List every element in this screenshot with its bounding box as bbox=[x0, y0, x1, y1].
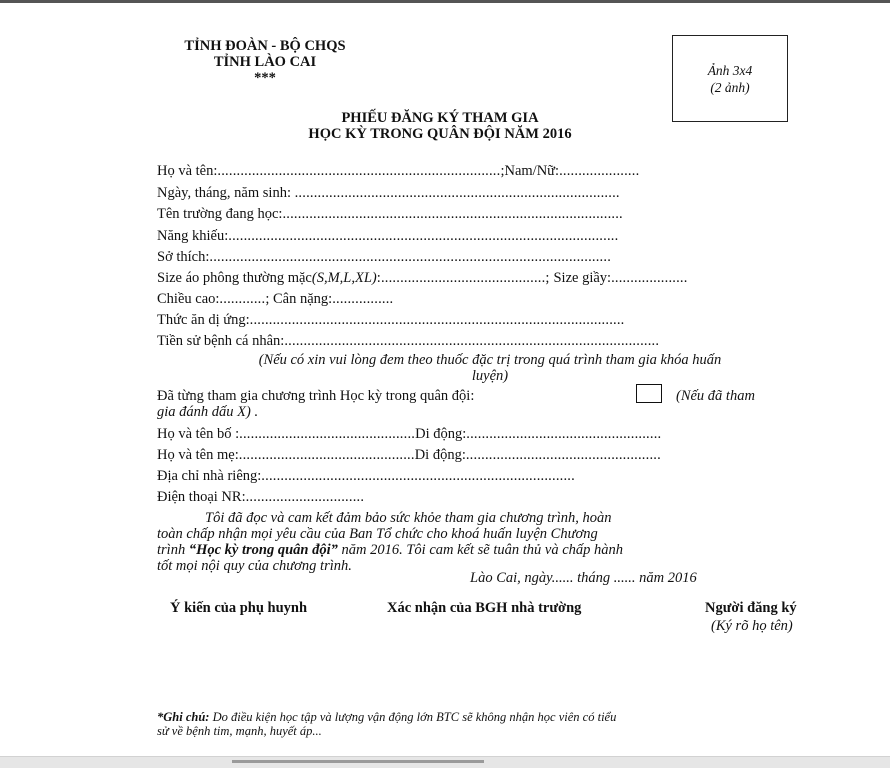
footnote-label: *Ghi chú: bbox=[157, 710, 210, 724]
school-confirmation-label: Xác nhận của BGH nhà trường bbox=[387, 600, 582, 616]
father-name-label: Họ và tên bố : bbox=[157, 426, 240, 442]
previous-participation-label: Đã từng tham gia chương trình Học kỳ trong quân đội: bbox=[157, 388, 475, 404]
height-label: Chiều cao: bbox=[157, 291, 220, 307]
talent-blank: ...................................................................................................... bbox=[228, 228, 619, 244]
footnote bbox=[157, 710, 807, 738]
field-mother[interactable] bbox=[157, 447, 661, 464]
commitment-line1: Tôi đã đọc và cam kết đảm bảo sức khỏe tham gia chương trình, hoàn bbox=[205, 510, 612, 526]
shoe-size-label: Size giầy: bbox=[553, 270, 612, 286]
field-full-name[interactable] bbox=[157, 163, 639, 180]
medical-note-line2: luyện) bbox=[471, 368, 509, 384]
field-talent[interactable] bbox=[157, 228, 618, 245]
commitment-line4: tốt mọi nội quy của chương trình. bbox=[157, 558, 352, 574]
weight-blank: ................ bbox=[332, 291, 394, 307]
mother-mobile-label: Di động: bbox=[414, 447, 466, 463]
full-name-label: Họ và tên: bbox=[157, 163, 218, 179]
dob-label: Ngày, tháng, năm sinh: bbox=[157, 185, 295, 201]
org-line2: TỈNH LÀO CAI bbox=[213, 54, 317, 70]
field-height-weight[interactable] bbox=[157, 291, 393, 308]
form-title bbox=[250, 110, 630, 142]
dob-blank: ..................................................................................... bbox=[294, 185, 620, 201]
field-medical-history[interactable] bbox=[157, 333, 659, 350]
medical-label: Tiền sử bệnh cá nhân: bbox=[157, 333, 285, 349]
field-food-allergy[interactable] bbox=[157, 312, 625, 329]
photo-size-label: Ảnh 3x4 bbox=[707, 62, 753, 78]
weight-label: ; Cân nặng: bbox=[265, 291, 333, 307]
footnote-line1: Do điều kiện học tập và lượng vận động lớn BTC sẽ không nhận học viên có tiểu bbox=[209, 710, 617, 724]
commitment-line3-start: trình bbox=[157, 542, 189, 558]
footnote-line2: sử về bệnh tim, mạnh, huyết áp... bbox=[157, 724, 322, 738]
field-date-of-birth[interactable] bbox=[157, 185, 620, 202]
commitment-line3 bbox=[157, 542, 807, 558]
previous-participation-hint2: gia đánh dấu X) . bbox=[157, 404, 259, 420]
place-date-line: Lào Cai, ngày...... tháng ...... năm 2016 bbox=[470, 570, 697, 586]
title-line2: HỌC KỲ TRONG QUÂN ĐỘI NĂM 2016 bbox=[308, 126, 572, 142]
previous-participation-line2 bbox=[157, 404, 258, 421]
shirt-size-blank: :...........................................; bbox=[376, 270, 554, 286]
allergy-blank: .................................................................................................. bbox=[249, 312, 625, 328]
top-border bbox=[0, 0, 890, 3]
mother-name-label: Họ và tên mẹ: bbox=[157, 447, 239, 463]
gender-blank: ..................... bbox=[559, 163, 640, 179]
shirt-size-label: Size áo phông thường mặc bbox=[157, 270, 312, 286]
talent-label: Năng khiếu: bbox=[157, 228, 229, 244]
father-name-blank: .............................................. bbox=[239, 426, 416, 442]
parent-opinion-label: Ý kiến của phụ huynh bbox=[170, 600, 308, 616]
field-home-address[interactable] bbox=[157, 468, 575, 485]
commitment-paragraph bbox=[157, 510, 807, 574]
program-name: “Học kỳ trong quân đội” bbox=[188, 542, 338, 558]
field-father[interactable] bbox=[157, 426, 661, 443]
school-blank: ......................................................................................... bbox=[282, 206, 623, 222]
home-phone-blank: ............................... bbox=[245, 489, 365, 505]
mother-name-blank: .............................................. bbox=[238, 447, 415, 463]
address-blank: .................................................................................. bbox=[261, 468, 575, 484]
commitment-line3-end: năm 2016. Tôi cam kết sẽ tuân thủ và chấp hành bbox=[337, 542, 624, 558]
commitment-line2: toàn chấp nhận mọi yêu cầu của Ban Tổ chức cho khoá huấn luyện Chương bbox=[157, 526, 598, 542]
horizontal-scrollbar[interactable] bbox=[0, 756, 890, 768]
father-mobile-label: Di động: bbox=[415, 426, 467, 442]
photo-placeholder bbox=[672, 35, 788, 122]
previous-participation-checkbox[interactable] bbox=[636, 384, 662, 403]
field-home-phone[interactable] bbox=[157, 489, 364, 506]
organization-header bbox=[170, 38, 360, 86]
address-label: Địa chỉ nhà riêng: bbox=[157, 468, 262, 484]
registrant-label: Người đăng ký bbox=[705, 600, 797, 616]
medical-note bbox=[175, 352, 805, 384]
org-line1: TỈNH ĐOÀN - BỘ CHQS bbox=[184, 38, 346, 54]
shirt-size-options: (S,M,L,XL) bbox=[311, 270, 377, 286]
medical-blank: .................................................................................................. bbox=[284, 333, 660, 349]
scrollbar-thumb[interactable] bbox=[232, 760, 484, 763]
org-stars: *** bbox=[254, 70, 276, 86]
home-phone-label: Điện thoại NR: bbox=[157, 489, 246, 505]
allergy-label: Thức ăn dị ứng: bbox=[157, 312, 250, 328]
gender-label: ;Nam/Nữ: bbox=[500, 163, 560, 179]
school-label: Tên trường đang học: bbox=[157, 206, 283, 222]
height-blank: ............ bbox=[219, 291, 266, 307]
mother-mobile-blank: ................................................... bbox=[465, 447, 661, 463]
field-sizes[interactable] bbox=[157, 270, 688, 287]
father-mobile-blank: ................................................... bbox=[466, 426, 662, 442]
photo-count-label: (2 ảnh) bbox=[710, 79, 750, 95]
hobby-label: Sở thích: bbox=[157, 249, 210, 265]
registrant-sign-note: (Ký rõ họ tên) bbox=[711, 618, 793, 634]
field-hobby[interactable] bbox=[157, 249, 611, 266]
title-line1: PHIẾU ĐĂNG KÝ THAM GIA bbox=[341, 110, 539, 126]
shoe-size-blank: .................... bbox=[611, 270, 688, 286]
field-school[interactable] bbox=[157, 206, 623, 223]
hobby-blank: ......................................................................................................... bbox=[209, 249, 612, 265]
medical-note-line1: (Nếu có xin vui lòng đem theo thuốc đặc trị trong quá trình tham gia khóa huấn bbox=[258, 352, 722, 368]
previous-participation-line1 bbox=[157, 388, 474, 405]
previous-participation-hint: (Nếu đã tham bbox=[676, 388, 755, 404]
full-name-blank: .......................................................................... bbox=[217, 163, 501, 179]
